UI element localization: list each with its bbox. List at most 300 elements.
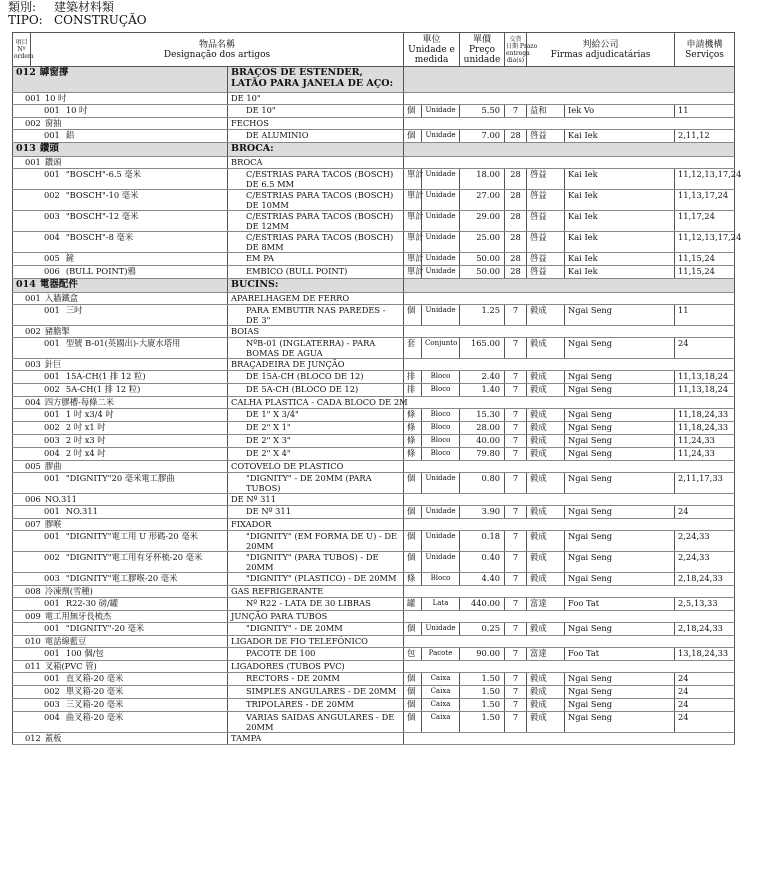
unit-cn: 個 [404,686,422,699]
type-value: CONSTRUÇÃO [54,13,147,27]
services: 2,24,33 [675,552,735,573]
firm-pt: Kai Iek [565,130,675,143]
group-row [13,143,735,157]
services: 24 [675,712,735,733]
firm-cn: 毅成 [527,371,565,384]
unit-cn: 個 [404,531,422,552]
delivery-days: 7 [505,552,527,573]
unit-cn: 個 [404,473,422,494]
item-pt-name: DE 2" X 1" [228,422,404,435]
subgroup-filler [404,157,735,169]
subgroup-row [13,494,735,506]
firm-cn: 毅成 [527,552,565,573]
services: 11,15,24 [675,253,735,266]
unit-price: 27.00 [460,190,505,211]
item-cn-name: "BOSCH"-8 毫米 [65,232,134,242]
item-code-cell [13,169,228,190]
item-code: 003 [44,573,60,583]
item-cn-name: 三叉箱-20 毫米 [65,699,124,709]
group-code: 013 [16,143,36,154]
services: 24 [675,686,735,699]
item-pt-name: "DIGNITY" - DE 20MM [228,623,404,636]
group-pt-name: BROCA: [228,143,404,157]
unit-pt: Bloco [422,422,460,435]
delivery-days: 7 [505,506,527,519]
services: 11 [675,105,735,118]
subgroup-filler [404,397,735,409]
unit-pt: Bloco [422,448,460,461]
item-row [13,699,735,712]
subgroup-row [13,118,735,130]
item-code: 003 [44,435,60,445]
firm-cn: 啓益 [527,266,565,279]
item-pt-name: DE 15A-CH (BLOCO DE 12) [228,371,404,384]
firm-pt: Kai Iek [565,253,675,266]
item-code: 001 [44,130,60,140]
unit-pt: Unidade [422,266,460,279]
firm-pt: Iek Vo [565,105,675,118]
item-row [13,253,735,266]
firm-cn: 毅成 [527,384,565,397]
firm-pt: Ngai Seng [565,552,675,573]
item-cn-name: 1 吋 x3/4 吋 [65,409,114,419]
delivery-days: 7 [505,686,527,699]
group-code-cell [13,143,228,157]
item-code: 001 [44,105,60,115]
unit-cn: 單計 [404,253,422,266]
type-key: TIPO: [8,13,43,27]
item-row [13,169,735,190]
unit-price: 90.00 [460,648,505,661]
subgroup-code: 001 [25,157,41,167]
item-code-cell [13,305,228,326]
firm-pt: Ngai Seng [565,338,675,359]
subgroup-pt-name: DE 10" [228,93,404,105]
delivery-days: 28 [505,253,527,266]
subgroup-code: 001 [25,293,41,303]
item-code-cell [13,266,228,279]
subgroup-code-cell [13,733,228,745]
item-pt-name: DE 2" X 3" [228,435,404,448]
delivery-days: 28 [505,211,527,232]
item-code-cell [13,130,228,143]
item-pt-name: DE Nº 311 [228,506,404,519]
group-cn-name: 鑽頭 [39,143,59,154]
unit-pt: Unidade [422,305,460,326]
unit-price: 1.25 [460,305,505,326]
unit-pt: Unidade [422,130,460,143]
table-body [13,67,742,745]
unit-price: 25.00 [460,232,505,253]
services: 24 [675,506,735,519]
firm-cn: 毅成 [527,338,565,359]
item-row [13,305,735,326]
delivery-days: 7 [505,712,527,733]
item-code-cell [13,699,228,712]
subgroup-pt-name: COTOVELO DE PLASTICO [228,461,404,473]
services: 24 [675,699,735,712]
firm-pt: Ngai Seng [565,712,675,733]
firm-pt: Ngai Seng [565,531,675,552]
item-row [13,422,735,435]
item-code: 002 [44,422,60,432]
item-code: 003 [44,211,60,221]
group-row [13,279,735,293]
firm-cn: 毅成 [527,712,565,733]
col-firmas-header: 判給公司 Firmas adjudicatárias [527,33,675,67]
col-prazo-header: 交貨 日期 Prazo entrega dia(s) [505,33,527,67]
item-cn-name: "BOSCH"-12 毫米 [65,211,139,221]
item-code: 001 [44,169,60,179]
item-pt-name: PARA EMBUTIR NAS PAREDES - DE 3" [228,305,404,326]
firm-pt: Ngai Seng [565,686,675,699]
firm-pt: Ngai Seng [565,448,675,461]
group-code-cell [13,279,228,293]
delivery-days: 7 [505,338,527,359]
item-code: 001 [44,371,60,381]
item-code-cell [13,473,228,494]
item-row [13,473,735,494]
unit-cn: 個 [404,712,422,733]
services: 2,18,24,33 [675,573,735,586]
col-servicos-header: 申請機構 Serviços [675,33,735,67]
item-code: 001 [44,623,60,633]
unit-price: 440.00 [460,598,505,611]
unit-pt: Caixa [422,712,460,733]
firm-cn: 益和 [527,105,565,118]
delivery-days: 28 [505,190,527,211]
subgroup-filler [404,611,735,623]
subgroup-pt-name: BRAÇADEIRA DE JUNÇÃO [228,359,404,371]
delivery-days: 7 [505,648,527,661]
unit-price: 1.50 [460,673,505,686]
item-cn-name: 三吋 [65,305,83,315]
col-designacao-header: 物品名稱 Designação dos artigos [31,33,404,67]
subgroup-code-cell [13,519,228,531]
unit-cn: 條 [404,448,422,461]
subgroup-code-cell [13,494,228,506]
item-cn-name: 100 個/包 [65,648,104,658]
item-code-cell [13,371,228,384]
item-row [13,648,735,661]
item-cn-name: 鏟 [65,253,75,263]
subgroup-row [13,661,735,673]
subgroup-filler [404,461,735,473]
unit-pt: Pacote [422,648,460,661]
unit-pt: Unidade [422,473,460,494]
firm-pt: Ngai Seng [565,699,675,712]
subgroup-filler [404,733,735,745]
unit-cn: 單計 [404,211,422,232]
subgroup-cn-name: NO.311 [44,494,77,504]
firm-cn: 啓益 [527,130,565,143]
group-code-cell [13,67,228,93]
delivery-days: 7 [505,473,527,494]
item-row [13,552,735,573]
subgroup-code-cell [13,157,228,169]
item-cn-name: R22-30 磅/罐 [65,598,119,608]
unit-pt: Unidade [422,105,460,118]
subgroup-code: 003 [25,359,41,369]
item-pt-name: DE 1" X 3/4" [228,409,404,422]
item-cn-name: 單叉箱-20 毫米 [65,686,124,696]
unit-price: 0.18 [460,531,505,552]
delivery-days: 7 [505,409,527,422]
item-code-cell [13,253,228,266]
subgroup-code-cell [13,586,228,598]
unit-cn: 個 [404,305,422,326]
item-code-cell [13,190,228,211]
subgroup-pt-name: LIGADORES (TUBOS PVC) [228,661,404,673]
group-pt-name: BUCINS: [228,279,404,293]
subgroup-filler [404,519,735,531]
subgroup-filler [404,293,735,305]
subgroup-pt-name: LIGADOR DE FIO TELEFÓNICO [228,636,404,648]
delivery-days: 7 [505,573,527,586]
delivery-days: 28 [505,130,527,143]
item-cn-name: 5A-CH(1 排 12 粒) [65,384,141,394]
group-code: 014 [16,279,36,290]
subgroup-pt-name: APARELHAGEM DE FERRO [228,293,404,305]
unit-price: 28.00 [460,422,505,435]
services: 24 [675,338,735,359]
category-key: 類別: [8,0,37,14]
item-row [13,598,735,611]
item-pt-name: "DIGNITY" - DE 20MM (PARA TUBOS) [228,473,404,494]
item-code-cell [13,673,228,686]
item-code: 001 [44,506,60,516]
item-row [13,232,735,253]
item-code: 006 [44,266,60,276]
unit-cn: 個 [404,699,422,712]
firm-pt: Ngai Seng [565,384,675,397]
subgroup-row [13,586,735,598]
services: 11,13,18,24 [675,371,735,384]
unit-price: 4.40 [460,573,505,586]
item-pt-name: DE ALUMINIO [228,130,404,143]
firm-pt: Ngai Seng [565,573,675,586]
delivery-days: 7 [505,598,527,611]
services: 11,18,24,33 [675,409,735,422]
group-cn-name: 罅窗撐 [39,67,69,78]
item-pt-name: "DIGNITY" (PARA TUBOS) - DE 20MM [228,552,404,573]
item-cn-name: 2 吋 x1 吋 [65,422,106,432]
services: 11,12,13,17,24 [675,232,735,253]
unit-cn: 套 [404,338,422,359]
unit-price: 0.25 [460,623,505,636]
services: 2,24,33 [675,531,735,552]
subgroup-filler [404,326,735,338]
firm-pt: Ngai Seng [565,673,675,686]
item-pt-name: C/ESTRIAS PARA TACOS (BOSCH) DE 12MM [228,211,404,232]
subgroup-pt-name: CALHA PLASTICA - CADA BLOCO DE 2M [228,397,404,409]
item-code-cell [13,422,228,435]
firm-cn: 毅成 [527,623,565,636]
item-code: 004 [44,448,60,458]
subgroup-row [13,293,735,305]
unit-cn: 包 [404,648,422,661]
item-cn-name: 曲叉箱-20 毫米 [65,712,124,722]
subgroup-code-cell [13,293,228,305]
firm-cn: 啓益 [527,211,565,232]
group-filler [404,67,735,93]
subgroup-row [13,326,735,338]
unit-cn: 個 [404,130,422,143]
unit-pt: Unidade [422,232,460,253]
item-code-cell [13,435,228,448]
item-row [13,190,735,211]
firm-cn: 毅成 [527,435,565,448]
subgroup-row [13,519,735,531]
unit-price: 0.80 [460,473,505,494]
col-ordem-header: 項目 Nº ordem [13,33,31,67]
subgroup-code: 002 [25,326,41,336]
unit-price: 50.00 [460,253,505,266]
subgroup-cn-name: 鑽頭 [44,157,62,167]
unit-pt: Bloco [422,573,460,586]
item-code-cell [13,573,228,586]
subgroup-row [13,636,735,648]
item-row [13,573,735,586]
services: 13,18,24,33 [675,648,735,661]
unit-cn: 單計 [404,266,422,279]
delivery-days: 7 [505,531,527,552]
subgroup-code: 011 [25,661,41,671]
unit-pt: Bloco [422,371,460,384]
item-cn-name: "DIGNITY"電工用有牙杯梳-20 毫米 [65,552,203,562]
subgroup-pt-name: FECHOS [228,118,404,130]
item-code: 002 [44,552,60,562]
item-code-cell [13,686,228,699]
firm-cn: 毅成 [527,409,565,422]
unit-pt: Unidade [422,169,460,190]
item-code: 002 [44,384,60,394]
unit-price: 50.00 [460,266,505,279]
firm-cn: 毅成 [527,573,565,586]
subgroup-pt-name: FIXADOR [228,519,404,531]
firm-pt: Ngai Seng [565,506,675,519]
firm-cn: 毅成 [527,531,565,552]
col-preco-header: 單價 Preço unidade [460,33,505,67]
group-cn-name: 電器配件 [39,279,78,290]
unit-price: 5.50 [460,105,505,118]
services: 2,5,13,33 [675,598,735,611]
services: 11 [675,305,735,326]
subgroup-filler [404,586,735,598]
subgroup-code-cell [13,118,228,130]
item-pt-name: EM PA [228,253,404,266]
delivery-days: 7 [505,305,527,326]
category-value: 建築材料類 [54,0,115,14]
item-cn-name: "DIGNITY"20 毫米電工膠曲 [65,473,175,483]
unit-price: 0.40 [460,552,505,573]
firm-cn: 啓益 [527,169,565,190]
item-cn-name: "DIGNITY"電工用 U 形碼-20 毫米 [65,531,198,541]
firm-cn: 啓益 [527,190,565,211]
unit-cn: 單計 [404,190,422,211]
delivery-days: 7 [505,422,527,435]
item-cn-name: 2 吋 x4 吋 [65,448,106,458]
unit-pt: Unidade [422,531,460,552]
item-pt-name: PACOTE DE 100 [228,648,404,661]
item-row [13,673,735,686]
type-line [8,14,147,27]
unit-cn: 單計 [404,169,422,190]
subgroup-code-cell [13,93,228,105]
subgroup-code-cell [13,661,228,673]
item-cn-name: "BOSCH"-6.5 毫米 [65,169,142,179]
subgroup-cn-name: 蓋板 [44,733,62,743]
item-row [13,105,735,118]
group-pt-name: BRAÇOS DE ESTENDER, LATÃO PARA JANELA DE AÇO: [228,67,404,93]
subgroup-cn-name: 電話線藍豆 [44,636,87,646]
item-code: 001 [44,409,60,419]
item-row [13,623,735,636]
subgroup-row [13,359,735,371]
delivery-days: 28 [505,169,527,190]
item-code-cell [13,598,228,611]
firm-pt: Ngai Seng [565,623,675,636]
unit-price: 79.80 [460,448,505,461]
item-cn-name: 2 吋 x3 吋 [65,435,106,445]
firm-pt: Foo Tat [565,648,675,661]
delivery-days: 28 [505,232,527,253]
subgroup-cn-name: 入牆鐵盒 [44,293,79,303]
firm-cn: 毅成 [527,473,565,494]
item-pt-name: EMBICO (BULL POINT) [228,266,404,279]
subgroup-cn-name: 叉箱(PVC 管) [44,661,97,671]
unit-price: 15.30 [460,409,505,422]
item-code: 004 [44,712,60,722]
item-pt-name: "DIGNITY" (EM FORMA DE U) - DE 20MM [228,531,404,552]
group-row [13,67,735,93]
unit-pt: Caixa [422,673,460,686]
item-code-cell [13,232,228,253]
subgroup-row [13,157,735,169]
item-pt-name: RECTORS - DE 20MM [228,673,404,686]
delivery-days: 7 [505,699,527,712]
item-cn-name: NO.311 [65,506,98,516]
firm-cn: 毅成 [527,506,565,519]
item-code: 005 [44,253,60,263]
unit-cn: 條 [404,422,422,435]
item-code: 003 [44,699,60,709]
subgroup-code-cell [13,359,228,371]
services: 2,11,12 [675,130,735,143]
item-code-cell [13,338,228,359]
subgroup-filler [404,661,735,673]
subgroup-cn-name: 豬膽掣 [44,326,70,336]
subgroup-pt-name: DE Nº 311 [228,494,404,506]
firm-cn: 毅成 [527,305,565,326]
item-code: 002 [44,686,60,696]
firm-cn: 富達 [527,648,565,661]
unit-cn: 個 [404,623,422,636]
item-cn-name: 鋁 [65,130,75,140]
unit-price: 1.50 [460,712,505,733]
unit-pt: Conjunto [422,338,460,359]
subgroup-code: 002 [25,118,41,128]
firm-pt: Foo Tat [565,598,675,611]
unit-pt: Unidade [422,253,460,266]
item-pt-name: DE 2" X 4" [228,448,404,461]
firm-pt: Ngai Seng [565,473,675,494]
item-row [13,409,735,422]
item-row [13,338,735,359]
unit-pt: Unidade [422,552,460,573]
item-row [13,531,735,552]
unit-pt: Unidade [422,623,460,636]
